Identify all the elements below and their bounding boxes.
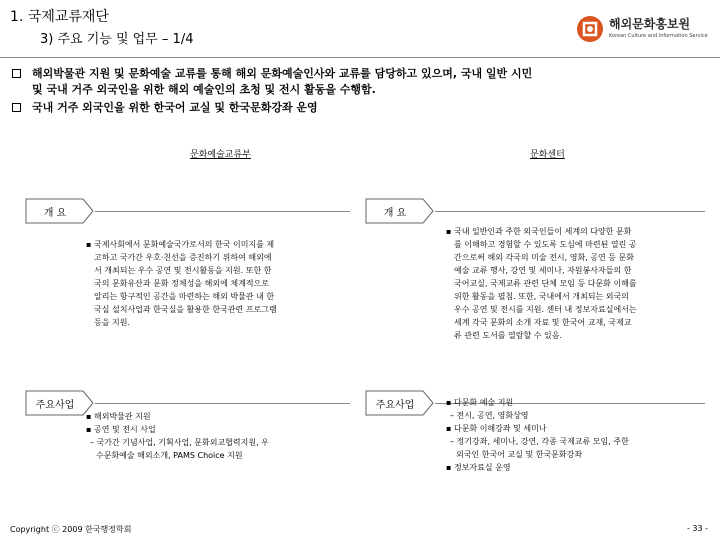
header-divider: [0, 57, 720, 58]
right-column-title: 문화센터: [530, 150, 565, 160]
text-line: 우수 공연 및 전시를 지원. 센터 내 정보자료실에서는: [454, 305, 637, 314]
text-line: 위한 활동을 펼침. 또한, 국내에서 개최되는 외국의: [454, 292, 629, 301]
right-main-tag-label: 주요사업: [375, 400, 415, 411]
text-line: – 국가간 기념사업, 기획사업, 문화외교협력지원, 우: [90, 438, 269, 447]
summary-bullet-1-line2: 및 국내 거주 외국인을 위한 해외 예술인의 초청 및 전시 활동을 수행함.: [32, 83, 376, 96]
checkbox-bullet-icon: [12, 103, 21, 112]
right-main-text: [446, 396, 716, 474]
text-line: ▪ 다문화 예술 지원: [446, 398, 514, 407]
logo-english-name: Korean Culture and Information Service: [609, 33, 708, 39]
text-line: ▪ 다문화 이해강좌 및 세미나: [446, 424, 547, 433]
page-number: - 33 -: [686, 524, 708, 533]
page-subtitle: 3) 주요 기능 및 업무 – 1/4: [40, 32, 194, 47]
text-line: 세계 각국 문화의 소개 자료 및 한국어 교재, 국제교: [454, 318, 632, 327]
text-line: 외국인 한국어 교실 및 한국문화강좌: [456, 450, 583, 459]
text-line: – 정기강좌, 세미나, 강연, 각종 국제교류 모임, 주한: [450, 437, 629, 446]
text-line: 간으로써 해외 각국의 미술 전시, 영화, 공연 등 문화: [454, 253, 634, 262]
text-line: 국어교실, 국제교류 관련 단체 모임 등 다문화 이해를: [454, 279, 637, 288]
left-main-tag: [25, 390, 95, 416]
copyright-text: Copyright ⓒ 2009 한국행정학회: [10, 525, 132, 534]
left-main-tag-label: 주요사업: [35, 400, 75, 411]
text-line: ▪ 국제사회에서 문화예술국가로서의 한국 이미지를 제: [86, 240, 275, 249]
left-overview-tag-label: 개 요: [43, 208, 67, 219]
logo-emblem-icon: [575, 14, 605, 44]
right-main-tag: [365, 390, 435, 416]
organization-logo: [575, 14, 715, 46]
text-line: – 전시, 공연, 영화상영: [450, 411, 529, 420]
text-line: 예술 교류 행사, 강연 및 세미나, 자원봉사자들의 한: [454, 266, 632, 275]
text-line: ▪ 공연 및 전시 사업: [86, 425, 156, 434]
text-line: 서 개최되는 우수 공연 및 전시활동을 지원. 또한 한: [94, 266, 272, 275]
text-line: 국의 문화유산과 문화 정체성을 해외에 체계적으로: [94, 279, 270, 288]
text-line: 국실 설치사업과 한국실을 활용한 한국관련 프로그램: [94, 305, 277, 314]
text-line: 등을 지원.: [94, 318, 130, 327]
left-overview-divider: [95, 211, 350, 212]
page-title: 1. 국제교류재단: [10, 9, 109, 25]
left-main-text: [86, 410, 356, 462]
right-overview-text: [446, 225, 716, 342]
right-overview-tag: [365, 198, 435, 224]
text-line: 알리는 항구적인 공간을 마련하는 해외 박물관 내 한: [94, 292, 275, 301]
text-line: 고하고 국가간 우호·친선을 증진하기 위하여 해외에: [94, 253, 272, 262]
summary-bullet-1-line1: 해외박물관 지원 및 문화예술 교류를 통해 해외 문화예술인사와 교류를 담당하고 있으며, 국내 일반 시민: [32, 67, 533, 80]
text-line: ▪ 국내 일반인과 주한 외국인들이 세계의 다양한 문화: [446, 227, 632, 236]
left-main-divider: [95, 403, 350, 404]
summary-bullet-2-line1: 국내 거주 외국인을 위한 한국어 교실 및 한국문화강좌 운영: [32, 101, 318, 114]
left-overview-text: [86, 238, 356, 329]
text-line: ▪ 정보자료실 운영: [446, 463, 511, 472]
logo-name: 해외문화홍보원: [609, 17, 691, 31]
checkbox-bullet-icon: [12, 69, 21, 78]
text-line: 를 이해하고 경험할 수 있도록 도심에 마련된 열린 공: [454, 240, 637, 249]
text-line: 수문화예술 해외소개, PAMS Choice 지원: [96, 451, 243, 460]
left-overview-tag: [25, 198, 95, 224]
right-overview-tag-label: 개 요: [383, 208, 407, 219]
right-overview-divider: [435, 211, 705, 212]
left-column-title: 문화예술교류부: [190, 150, 251, 160]
text-line: ▪ 해외박물관 지원: [86, 412, 151, 421]
text-line: 류 관련 도서를 열람할 수 있음.: [454, 331, 562, 340]
